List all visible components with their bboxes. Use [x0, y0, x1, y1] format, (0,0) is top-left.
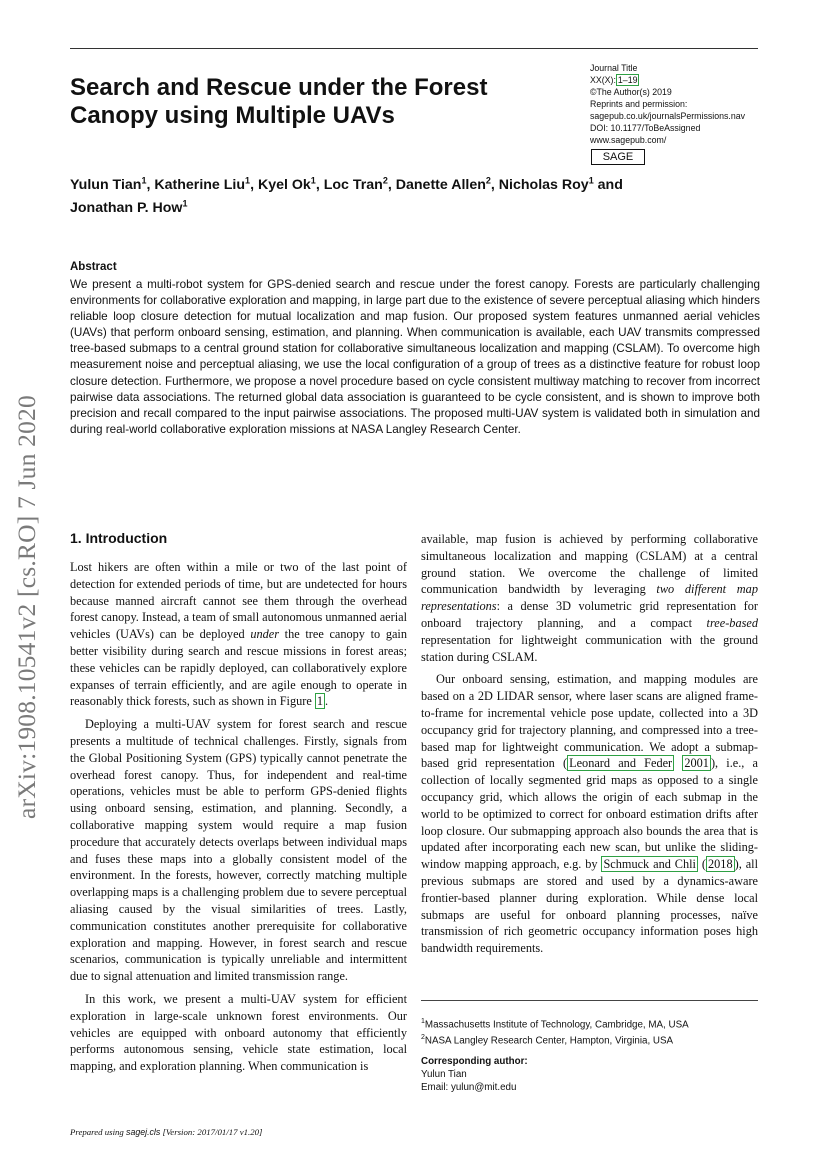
pages-link[interactable]: 1–19	[617, 75, 638, 85]
publisher-site: www.sagepub.com/	[590, 135, 667, 145]
author: Nicholas Roy$^1$ and	[498, 175, 623, 193]
affiliation: $^2$NASA Langley Research Center, Hampton, Virginia, USA	[421, 1034, 674, 1047]
journal-meta	[590, 62, 790, 146]
paragraph: available, map fusion is achieved by performing collaborative simultaneous localization and mapping (CSLAM) at a central ground station. We overcome the challenge of limited communication bandwidth by leveraging two different map representations: a dense 3D volumetric grid representation for onboard trajectory planning, and a compact tree-based representation for lightweight communication with the ground station during CSLAM.	[421, 532, 758, 664]
author: Danette Allen$^2$,	[395, 175, 499, 193]
citation-link[interactable]: Leonard and Feder	[569, 756, 673, 771]
doi: DOI: 10.1177/ToBeAssigned	[590, 123, 701, 133]
column-right	[421, 531, 758, 957]
sage-logo: SAGE	[591, 149, 645, 165]
abstract-heading: Abstract	[70, 261, 117, 273]
author: Jonathan P. How$^1$	[70, 198, 188, 217]
arxiv-identifier: arXiv:1908.10541v2 [cs.RO] 7 Jun 2020	[12, 395, 41, 819]
author: Katherine Liu$^1$,	[154, 175, 258, 193]
paper-title: Search and Rescue under the Forest Canopy using Multiple UAVs	[70, 74, 488, 129]
prepared-using-footer: Prepared using sagej.cls [Version: 2017/01/17 v1.20]	[70, 1127, 263, 1137]
citation-year-link[interactable]: 2001	[684, 756, 709, 771]
author: Loc Tran$^2$,	[323, 175, 396, 193]
journal-pages: XX(X): 1–19	[590, 75, 638, 85]
paragraph: Our onboard sensing, estimation, and mapping modules are based on a 2D LIDAR sensor, where laser scans are aligned frame-to-frame for incremental vehicle pose update, collected into a 3D occupancy grid for trajectory planning, and compressed into a tree-based map for lightweight communication. We adopt a submap-based grid representation ( Leonard and Feder 2001 ), i.e., a collection of locally segmented grid maps as opposed to a single occupancy grid, which allows the origin of each submap in the world to be optimized to correct for onboard estimation drifts after loop closure. Our submapping approach also bounds the area that is updated after incorporating each new scan, but unlike the sliding-window mapping approach, e.g. by Schmuck and Chli ( 2018 ), all previous submaps are stored and used by a dynamics-aware frontier-based planner during exploration. While dense local submaps are useful for onboard planning processes, naïve transmission of rich geometric occupancy information poses high bandwidth requirements.	[421, 672, 759, 956]
corresponding-name: Yulun Tian	[421, 1069, 467, 1080]
paragraph: In this work, we present a multi-UAV system for efficient exploration in large-scale unknown forest environments. Our vehicles are equipped with onboard autonomy that efficiently performs autonomous sensing, vehicle state estimation, local mapping, and exploration planning. When communication is	[70, 991, 407, 1074]
citation-year-link[interactable]: 2018	[708, 857, 733, 872]
column-left	[70, 559, 407, 1075]
footnote-rule	[421, 1000, 758, 1001]
corresponding-heading: Corresponding author:	[421, 1056, 528, 1067]
author: Yulun Tian$^1$,	[70, 175, 155, 193]
affiliations	[421, 1015, 761, 1048]
arxiv-sidebar	[5, 372, 49, 842]
corresponding-email: Email: yulun@mit.edu	[421, 1082, 517, 1093]
corresponding-author	[421, 1055, 761, 1094]
affiliation: $^1$Massachusetts Institute of Technology, Cambridge, MA, USA	[421, 1018, 689, 1031]
abstract-text: We present a multi-robot system for GPS-denied search and rescue under the forest canopy. Forests are particularly challenging environments for collaborative exploration and mapping, in large part due to the existence of severe perceptual aliasing which hinders reliable loop closure detection for mutual localization and map fusion. Our proposed system features unmanned aerial vehicles (UAVs) that perform onboard sensing, estimation, and planning. When communication is available, each UAV transmits compressed tree-based submaps to a central ground station for collaborative simultaneous localization and mapping (CSLAM). To overcome high measurement noise and perceptual aliasing, we use the local configuration of a group of trees as a distinctive feature for robust loop closure detection. Furthermore, we propose a novel procedure based on cycle consistent multiway matching to recover from incorrect pairwise data associations. The returned global data association is guaranteed to be cycle consistent, and is shown to improve both precision and recall compared to the input pairwise associations. The proposed multi-UAV system is validated both in simulation and during real-world collaborative exploration missions at NASA Langley Research Center.	[70, 278, 760, 436]
author-list	[70, 171, 770, 218]
journal-title: Journal Title	[590, 63, 638, 73]
figure-ref-link[interactable]: 1	[316, 694, 324, 709]
author: Kyel Ok$^1$,	[257, 175, 324, 193]
reprints: Reprints and permission:	[590, 99, 688, 109]
header-rule	[70, 48, 758, 49]
citation-link[interactable]: Schmuck and Chli	[603, 857, 696, 872]
paragraph: Deploying a multi-UAV system for forest search and rescue presents a multitude of technical challenges. Firstly, signals from the Global Positioning System (GPS) typically cannot penetrate the overhead forest canopy. Thus, for independent and real-time operations, vehicles must be able to perform GPS-denied flights using onboard sensing, estimation, and planning. Secondly, a collaborative mapping system would require a map fusion procedure that accurately detects overlaps between individual maps and fuses these maps into a globally consistent model of the environment. In the forests, however, correctly matching multiple overlapping maps is a challenging problem due to severe perceptual aliasing caused by the visual similarities of trees. Lastly, communication constitutes another prerequisite for collaborative exploration and mapping. However, in forest search and rescue scenarios, communication is typically unreliable and intermittent due to signal attenuation and limited transmission range.	[70, 717, 407, 984]
copyright: ©The Author(s) 2019	[590, 87, 672, 97]
paragraph: Lost hikers are often within a mile or two of the last point of detection for extended periods of time, but are undetected for hours because manned aircraft cannot see them through the overhead forest canopy. Instead, a team of small autonomous unmanned aerial vehicles (UAVs) can be deployed under the tree canopy to gain better visibility during search and rescue missions in forest areas; these vehicles can be rapidly deployed, can collaboratively explore expanses of terrain efficiently, and are agile enough to operate in reasonably thick forests, such as shown in Figure 1 .	[70, 560, 407, 709]
section-heading-introduction: 1. Introduction	[70, 530, 168, 546]
reprints-url: sagepub.co.uk/journalsPermissions.nav	[590, 111, 746, 121]
